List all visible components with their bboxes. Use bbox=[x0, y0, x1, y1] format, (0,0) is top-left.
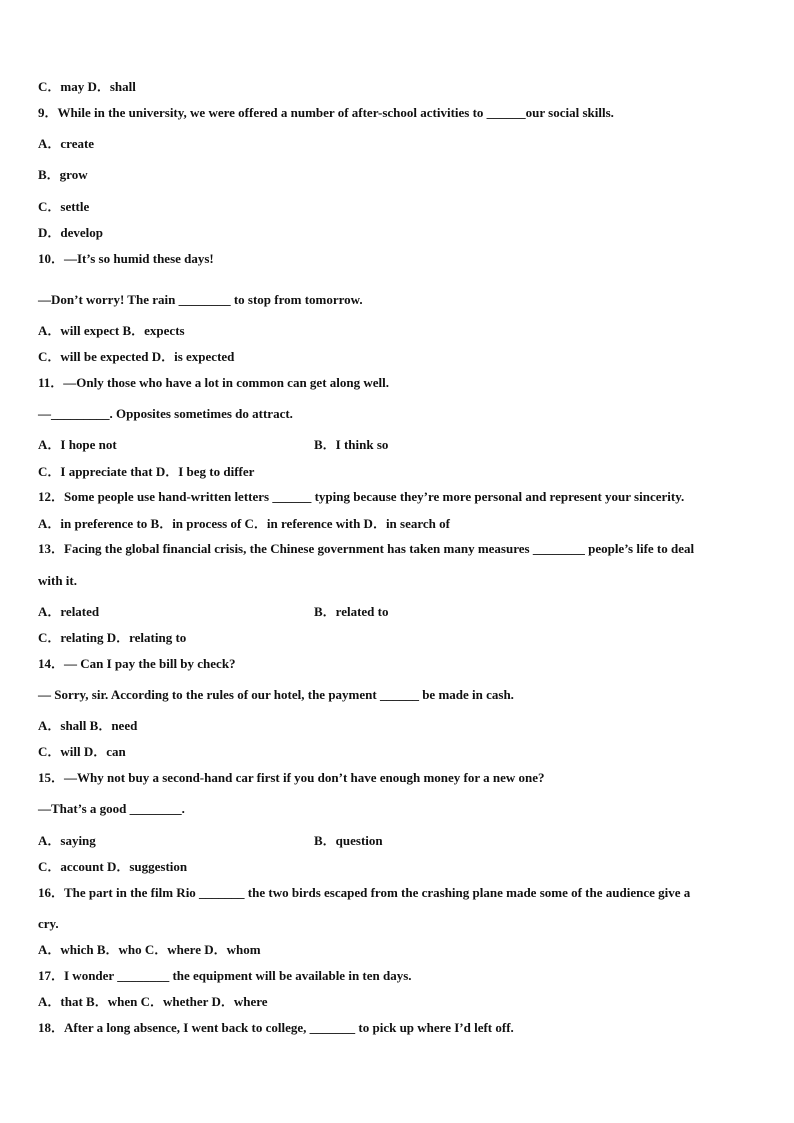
q13-options-cd: C．relating D．relating to bbox=[38, 630, 187, 645]
q9-option-b: B．grow bbox=[38, 167, 88, 182]
q11-options-ab bbox=[38, 437, 389, 453]
q14-reply: — Sorry, sir. According to the rules of our hotel, the payment ______ be made in cash. bbox=[38, 687, 514, 702]
q13-stem-line2: with it. bbox=[38, 573, 77, 588]
q16-stem-line2: cry. bbox=[38, 916, 59, 931]
q14-options-cd: C．will D．can bbox=[38, 744, 126, 759]
q12-stem: 12．Some people use hand-written letters ______ typing because they’re more personal and represent your sincerity. bbox=[38, 489, 685, 504]
q13-option-b: B．related to bbox=[314, 604, 389, 619]
q10-reply: —Don’t worry! The rain ________ to stop from tomorrow. bbox=[38, 292, 363, 307]
q13-options-ab bbox=[38, 604, 389, 620]
q11-options-cd: C．I appreciate that D．I beg to differ bbox=[38, 464, 255, 479]
q15-reply: —That’s a good ________. bbox=[38, 801, 185, 816]
q14-stem: 14．— Can I pay the bill by check? bbox=[38, 656, 236, 671]
q11-option-a: A．I hope not bbox=[38, 437, 117, 452]
q11-option-b: B．I think so bbox=[314, 437, 389, 452]
q11-stem: 11．—Only those who have a lot in common can get along well. bbox=[38, 375, 390, 390]
q12-options: A．in preference to B．in process of C．in reference with D．in search of bbox=[38, 516, 450, 531]
q15-stem: 15．—Why not buy a second-hand car first if you don’t have enough money for a new one? bbox=[38, 770, 545, 785]
q16-stem-line1: 16．The part in the film Rio _______ the two birds escaped from the crashing plane made some of the audience give a bbox=[38, 885, 691, 900]
q9-option-c: C．settle bbox=[38, 199, 90, 214]
q11-reply: —_________. Opposites sometimes do attract. bbox=[38, 406, 293, 421]
q17-stem: 17．I wonder ________ the equipment will be available in ten days. bbox=[38, 968, 412, 983]
q18-stem: 18．After a long absence, I went back to college, _______ to pick up where I’d left off. bbox=[38, 1020, 514, 1035]
q15-option-b: B．question bbox=[314, 833, 383, 848]
q10-stem: 10．—It’s so humid these days! bbox=[38, 251, 214, 266]
q10-options-cd: C．will be expected D．is expected bbox=[38, 349, 235, 364]
q15-option-a: A．saying bbox=[38, 833, 96, 848]
q10-options-ab: A．will expect B．expects bbox=[38, 323, 185, 338]
q15-options-cd: C．account D．suggestion bbox=[38, 859, 188, 874]
q9-stem: 9．While in the university, we were offered a number of after-school activities to ______our social skills. bbox=[38, 105, 614, 120]
q9-option-d: D．develop bbox=[38, 225, 104, 240]
q16-options: A．which B．who C．where D．whom bbox=[38, 942, 261, 957]
q15-options-ab bbox=[38, 833, 383, 849]
q8-options-cd: C．may D．shall bbox=[38, 79, 136, 94]
q17-options: A．that B．when C．whether D．where bbox=[38, 994, 268, 1009]
q13-option-a: A．related bbox=[38, 604, 100, 619]
q14-options-ab: A．shall B．need bbox=[38, 718, 138, 733]
q9-option-a: A．create bbox=[38, 136, 95, 151]
q13-stem-line1: 13．Facing the global financial crisis, the Chinese government has taken many measures ________ people’s life to deal bbox=[38, 541, 695, 556]
